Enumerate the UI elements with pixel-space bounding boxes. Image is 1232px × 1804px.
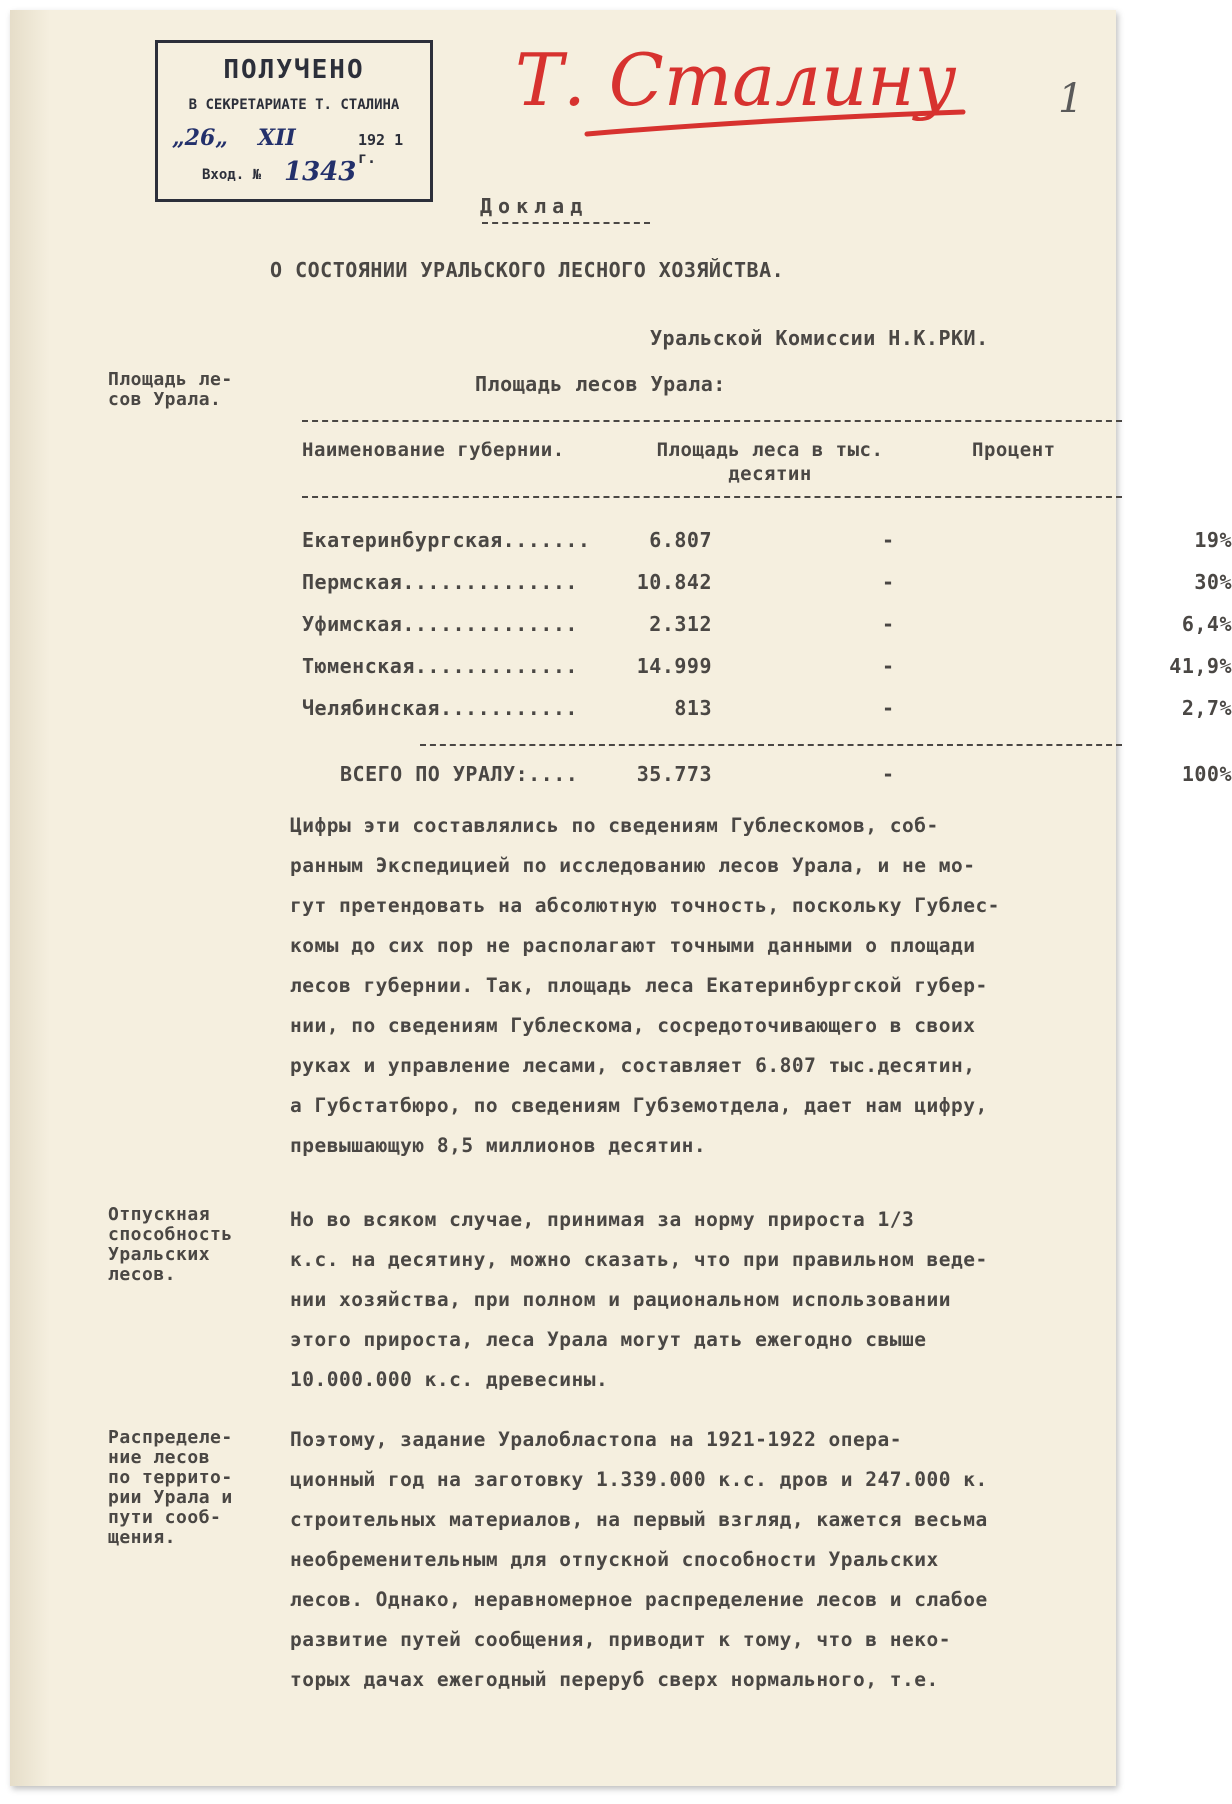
stamp-day: „26„ <box>172 125 228 151</box>
row-area: 10.842 <box>636 570 712 594</box>
header-area-line2: десятин <box>728 463 812 485</box>
title-underline <box>482 222 650 224</box>
handwritten-resolution: Т. Сталину <box>515 38 957 122</box>
document-page <box>10 10 1232 1786</box>
text-line: нии, по сведениям Гублескома, сосредоточивающего в своих <box>290 1014 976 1037</box>
margin-line: лесов. <box>108 1264 177 1285</box>
received-stamp <box>155 40 433 202</box>
row-area: 2.312 <box>649 612 712 636</box>
page-number: 1 <box>1058 76 1084 122</box>
header-area <box>650 438 890 486</box>
margin-line: Площадь ле- <box>108 369 233 390</box>
table-rule-header <box>302 496 1122 498</box>
text-line: лесов. Однако, неравномерное распределение лесов и слабое <box>290 1588 988 1611</box>
document-author: Уральской Комиссии Н.К.РКИ. <box>650 326 989 350</box>
text-line: развитие путей сообщения, приводит к тому, что в неко- <box>290 1628 951 1651</box>
margin-line: сов Урала. <box>108 389 222 410</box>
document-title: Доклад <box>480 194 589 218</box>
row-area: 14.999 <box>636 654 712 678</box>
row-percent: 6,4% <box>1181 612 1232 636</box>
text-line: а Губстатбюро, по сведениям Губземотдела, дает нам цифру, <box>290 1094 988 1117</box>
row-province: Челябинская........... <box>302 696 578 720</box>
margin-note-distribution <box>108 1428 233 1548</box>
margin-line: ние лесов <box>108 1447 211 1468</box>
margin-line: рии Урала и <box>108 1487 233 1508</box>
margin-line: Распределе- <box>108 1427 233 1448</box>
header-area-line1: Площадь леса в тыс. <box>656 439 884 461</box>
row-dash: - <box>882 654 895 678</box>
stamp-secretariat: В СЕКРЕТАРИАТЕ Т. СТАЛИНА <box>188 97 400 113</box>
text-line: ранным Экспедицией по исследованию лесов Урала, и не мо- <box>290 854 976 877</box>
text-line: ционный год на заготовку 1.339.000 к.с. дров и 247.000 к. <box>290 1468 988 1491</box>
paragraph-distribution <box>290 1420 1122 1700</box>
row-dash: - <box>882 612 895 636</box>
row-dash: - <box>882 696 895 720</box>
margin-line: пути сооб- <box>108 1507 222 1528</box>
text-line: превышающую 8,5 миллионов десятин. <box>290 1134 707 1157</box>
total-area: 35.773 <box>636 762 712 786</box>
table-rule-top <box>302 420 1122 422</box>
row-dash: - <box>882 570 895 594</box>
text-line: гут претендовать на абсолютную точность, поскольку Гублес- <box>290 894 1000 917</box>
total-percent: 100% <box>1181 762 1232 786</box>
row-area: 813 <box>674 696 712 720</box>
stamp-year: 192 1 г. <box>358 131 404 167</box>
text-line: к.с. на десятину, можно сказать, что при правильном веде- <box>290 1248 988 1271</box>
margin-line: Отпускная <box>108 1204 211 1225</box>
stamp-title: ПОЛУЧЕНО <box>223 55 365 85</box>
margin-note-area <box>108 370 233 410</box>
margin-line: щения. <box>108 1527 177 1548</box>
stamp-month: XII <box>258 125 296 151</box>
margin-line: по террито- <box>108 1467 233 1488</box>
row-province: Пермская.............. <box>302 570 578 594</box>
text-line: Но во всяком случае, принимая за норму прироста 1/3 <box>290 1208 915 1231</box>
row-province: Тюменская............. <box>302 654 578 678</box>
margin-line: Уральских <box>108 1244 211 1265</box>
row-percent: 41,9% <box>1169 654 1232 678</box>
text-line: строительных материалов, на первый взгляд, кажется весьма <box>290 1508 988 1531</box>
row-dash: - <box>882 528 895 552</box>
table-rule-total <box>420 744 1122 746</box>
total-label: ВСЕГО ПО УРАЛУ:.... <box>340 762 579 786</box>
text-line: лесов губернии. Так, площадь леса Екатеринбургской губер- <box>290 974 988 997</box>
header-percent: Процент <box>972 439 1056 461</box>
paragraph-capacity <box>290 1200 1122 1400</box>
text-line: нии хозяйства, при полном и рациональном использовании <box>290 1288 951 1311</box>
stamp-in-number: 1343 <box>284 157 357 187</box>
stamp-in-label: Вход. № <box>202 167 262 183</box>
row-province: Уфимская.............. <box>302 612 578 636</box>
text-line: Цифры эти составлялись по сведениям Гублескомов, соб- <box>290 814 939 837</box>
table-caption: Площадь лесов Урала: <box>475 372 726 396</box>
row-percent: 19% <box>1194 528 1232 552</box>
header-province: Наименование губернии. <box>302 439 565 461</box>
row-percent: 30% <box>1194 570 1232 594</box>
text-line: этого прироста, леса Урала могут дать ежегодно свыше <box>290 1328 927 1351</box>
text-line: Поэтому, задание Уралобластопа на 1921-1922 опера- <box>290 1428 902 1451</box>
total-dash: - <box>882 762 895 786</box>
margin-line: способность <box>108 1224 233 1245</box>
row-area: 6.807 <box>649 528 712 552</box>
text-line: необременительным для отпускной способности Уральских <box>290 1548 939 1571</box>
paragraph-sources <box>290 806 1122 1166</box>
row-province: Екатеринбургская....... <box>302 528 591 552</box>
margin-note-capacity <box>108 1205 233 1285</box>
text-line: 10.000.000 к.с. древесины. <box>290 1368 609 1391</box>
row-percent: 2,7% <box>1181 696 1232 720</box>
text-line: комы до сих пор не располагают точными данными о площади <box>290 934 976 957</box>
text-line: торых дачах ежегодный переруб сверх нормального, т.е. <box>290 1668 939 1691</box>
red-underline-stroke <box>585 110 965 138</box>
document-subtitle: О СОСТОЯНИИ УРАЛЬСКОГО ЛЕСНОГО ХОЗЯЙСТВА. <box>270 258 785 282</box>
text-line: руках и управление лесами, составляет 6.807 тыс.десятин, <box>290 1054 976 1077</box>
